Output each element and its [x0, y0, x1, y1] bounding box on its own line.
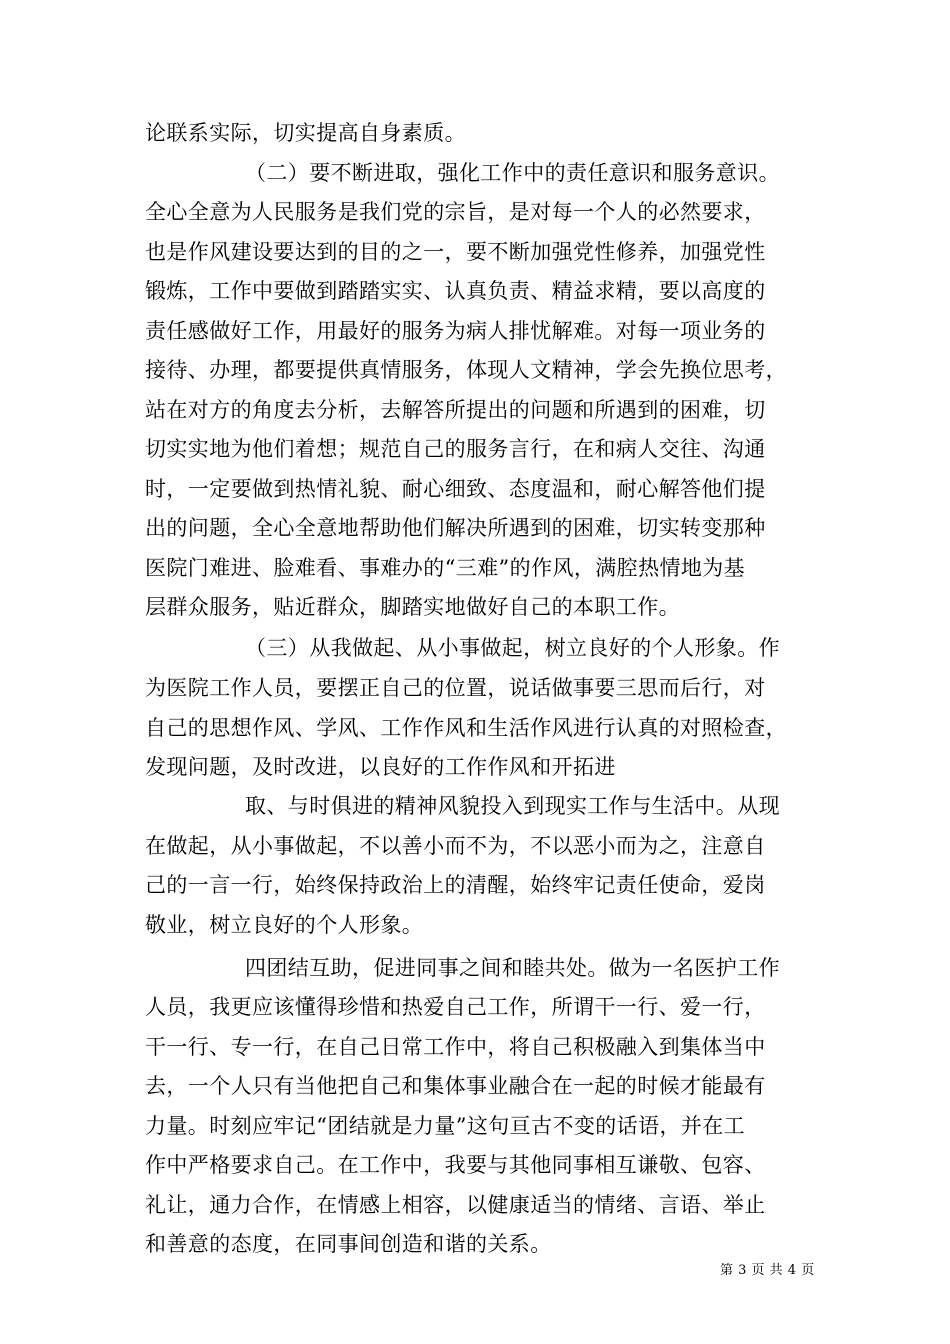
paragraph-heading-2: （二）要不断进取，强化工作中的责任意识和服务意识。 [245, 161, 780, 185]
text-line: 自己的思想作风、学风、工作作风和生活作风进行认真的对照检查， [145, 716, 787, 740]
text-line: 责任感做好工作，用最好的服务为病人排忧解难。对每一项业务的 [145, 319, 766, 343]
text-line: 时，一定要做到热情礼貌、耐心细致、态度温和，耐心解答他们提 [145, 477, 766, 501]
text-line: 发现问题，及时改进，以良好的工作作风和开拓进 [145, 755, 616, 779]
text-line: 敬业，树立良好的个人形象。 [145, 913, 424, 937]
text-line: 层群众服务，贴近群众，脚踏实地做好自己的本职工作。 [145, 595, 680, 619]
text-line: 全心全意为人民服务是我们党的宗旨，是对每一个人的必然要求， [145, 200, 766, 224]
text-line: 为医院工作人员，要摆正自己的位置，说话做事要三思而后行，对 [145, 676, 766, 700]
text-line: 在做起，从小事做起，不以善小而不为，不以恶小而为之，注意自 [145, 834, 766, 858]
text-line: 人员，我更应该懂得珍惜和热爱自己工作，所谓干一行、爱一行， [145, 995, 766, 1019]
text-line: 和善意的态度，在同事间创造和谐的关系。 [145, 1232, 552, 1256]
text-line: 力量。时刻应牢记“团结就是力量”这句亘古不变的话语，并在工 [145, 1114, 746, 1138]
text-line: 接待、办理，都要提供真情服务，体现人文精神，学会先换位思考， [145, 358, 787, 382]
text-line: 站在对方的角度去分析，去解答所提出的问题和所遇到的困难，切 [145, 398, 766, 422]
text-line: 礼让，通力合作，在情感上相容，以健康适当的情绪、言语、举止 [145, 1193, 766, 1217]
text-line: 干一行、专一行，在自己日常工作中，将自己积极融入到集体当中 [145, 1035, 766, 1059]
page-number: 第 3 页 共 4 页 [720, 1263, 815, 1278]
text-line: 医院门难进、脸难看、事难办的“三难”的作风，满腔热情地为基 [145, 556, 746, 580]
text-line: 论联系实际，切实提高自身素质。 [145, 121, 466, 145]
paragraph-heading-3: （三）从我做起、从小事做起，树立良好的个人形象。作 [245, 636, 780, 660]
text-line: 切实实地为他们着想；规范自己的服务言行，在和病人交往、沟通 [145, 437, 766, 461]
paragraph-heading-4: 四团结互助，促进同事之间和睦共处。做为一名医护工作 [245, 956, 780, 980]
text-line: 己的一言一行，始终保持政治上的清醒，始终牢记责任使命，爱岗 [145, 873, 766, 897]
text-line: 锻炼，工作中要做到踏踏实实、认真负责、精益求精，要以高度的 [145, 279, 766, 303]
text-line: 也是作风建设要达到的目的之一，要不断加强党性修养，加强党性 [145, 240, 766, 264]
text-line: 作中严格要求自己。在工作中，我要与其他同事相互谦敬、包容、 [145, 1153, 766, 1177]
text-line-indented: 取、与时俱进的精神风貌投入到现实工作与生活中。从现 [245, 794, 780, 818]
text-line: 出的问题，全心全意地帮助他们解决所遇到的困难，切实转变那种 [145, 516, 766, 540]
text-line: 去，一个人只有当他把自己和集体事业融合在一起的时候才能最有 [145, 1074, 766, 1098]
